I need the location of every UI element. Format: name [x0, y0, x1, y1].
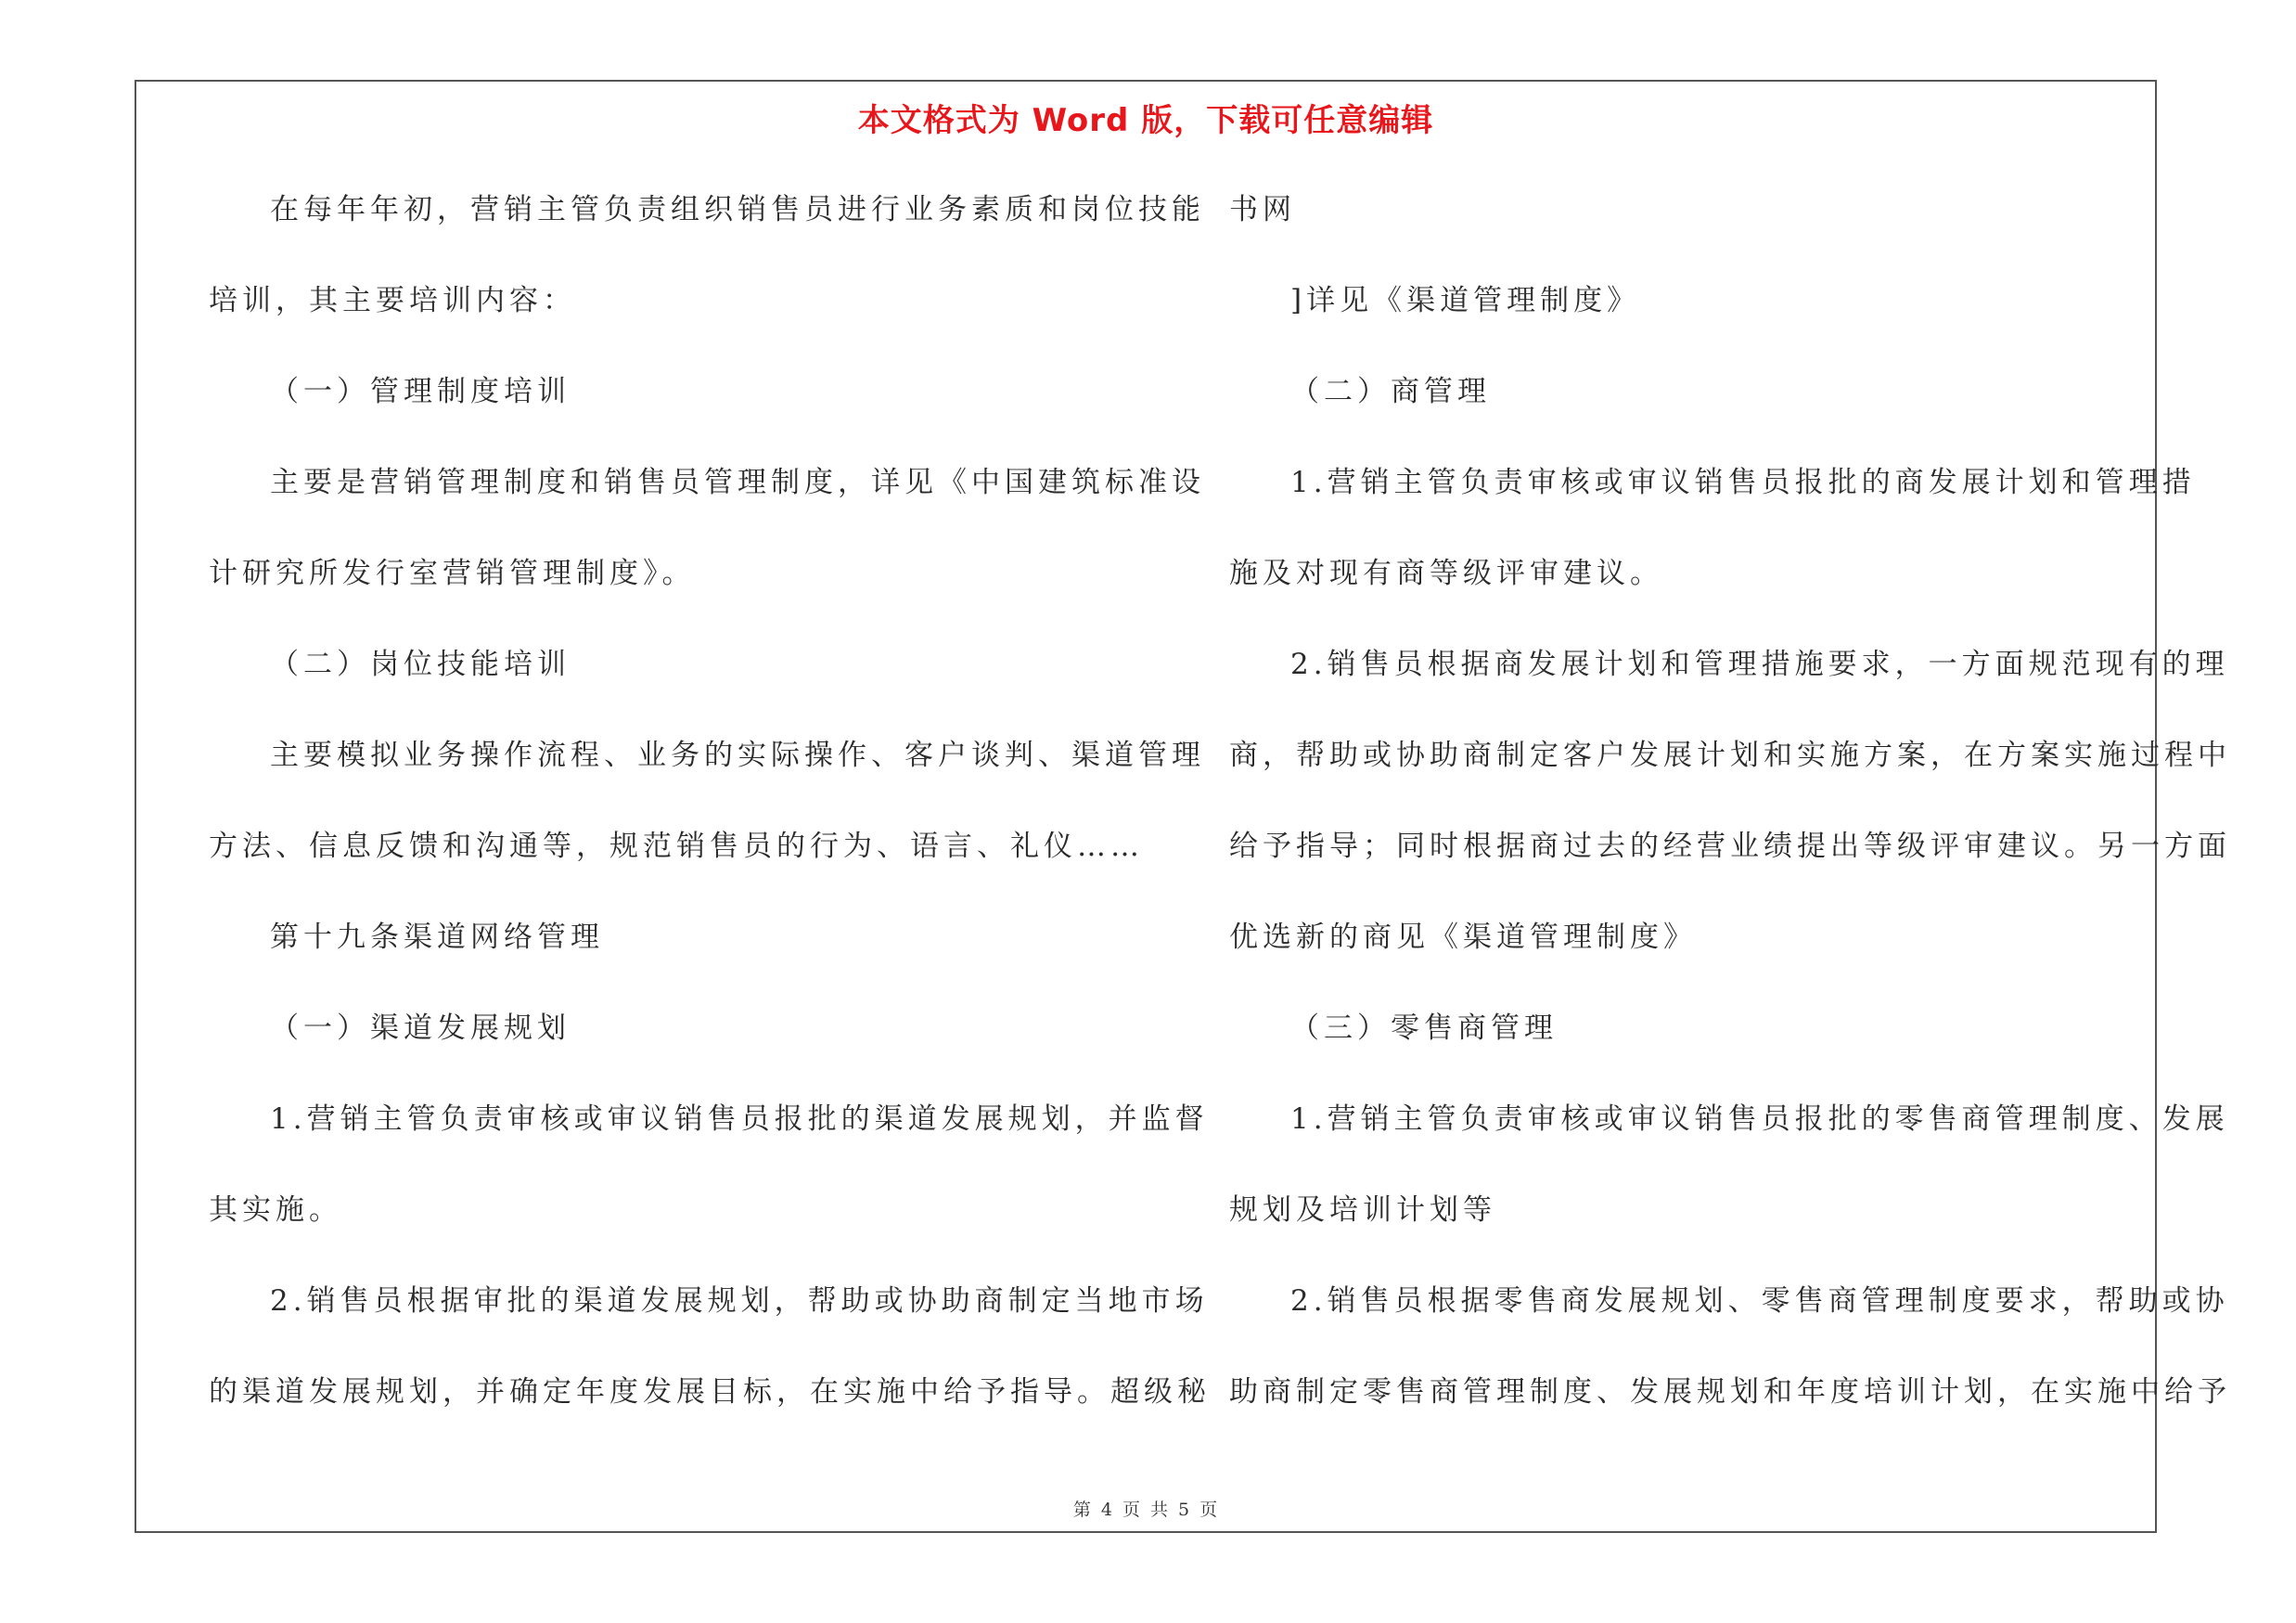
paragraph-line: 其实施。	[209, 1193, 342, 1227]
footer-total-prefix: 共	[1150, 1500, 1170, 1520]
paragraph-line: 培训，其主要培训内容：	[209, 284, 576, 317]
paragraph-line: 方法、信息反馈和沟通等，规范销售员的行为、语言、礼仪……	[209, 830, 1144, 863]
paragraph-line: ]详见《渠道管理制度》	[1290, 284, 1641, 317]
paragraph-line: （二）岗位技能培训	[270, 648, 571, 681]
paragraph-line: 商，帮助或协助商制定客户发展计划和实施方案，在方案实施过程中	[1229, 739, 2231, 772]
paragraph-line: 施及对现有商等级评审建议。	[1229, 557, 1663, 590]
total-page-number: 5	[1178, 1500, 1191, 1520]
paragraph-line: （三）零售商管理	[1290, 1011, 1558, 1045]
paragraph-line: （二）商管理	[1290, 375, 1491, 408]
paragraph-line: 优选新的商见《渠道管理制度》	[1229, 921, 1697, 954]
paragraph-line: （一）渠道发展规划	[270, 1011, 571, 1045]
page-number-footer	[136, 1496, 2155, 1521]
paragraph-line: 第十九条渠道网络管理	[270, 921, 604, 954]
page-frame	[135, 80, 2231, 1533]
paragraph-line: 助商制定零售商管理制度、发展规划和年度培训计划，在实施中给予	[1229, 1375, 2231, 1409]
paragraph-line: 主要是营销管理制度和销售员管理制度，详见《中国建筑标准设	[270, 466, 1205, 499]
footer-page-word: 页	[1122, 1500, 1141, 1520]
paragraph-line: 计研究所发行室营销管理制度》。	[209, 557, 696, 590]
word-format-banner: 本文格式为 Word 版，下载可任意编辑	[857, 102, 1434, 139]
paragraph-line: （一）管理制度培训	[270, 375, 571, 408]
paragraph-line: 1.营销主管负责审核或审议销售员报批的零售商管理制度、发展	[1290, 1102, 2229, 1136]
paragraph-line: 2.销售员根据商发展计划和管理措施要求，一方面规范现有的理	[1290, 648, 2229, 681]
paragraph-line: 在每年年初，营销主管负责组织销售员进行业务素质和岗位技能	[270, 193, 1205, 226]
paragraph-line: 的渠道发展规划，并确定年度发展目标，在实施中给予指导。超级秘	[209, 1375, 1211, 1409]
paragraph-line: 主要模拟业务操作流程、业务的实际操作、客户谈判、渠道管理	[270, 739, 1205, 772]
paragraph-line: 1.营销主管负责审核或审议销售员报批的渠道发展规划，并监督	[270, 1102, 1209, 1136]
paragraph-line: 1.营销主管负责审核或审议销售员报批的商发展计划和管理措	[1290, 466, 2196, 499]
footer-prefix: 第	[1072, 1500, 1092, 1520]
paragraph-line: 2.销售员根据零售商发展规划、零售商管理制度要求，帮助或协	[1290, 1284, 2229, 1318]
paragraph-line: 书网	[1229, 193, 1296, 226]
paragraph-line: 给予指导；同时根据商过去的经营业绩提出等级评审建议。另一方面	[1229, 830, 2231, 863]
footer-suffix: 页	[1199, 1500, 1219, 1520]
current-page-number: 4	[1100, 1500, 1113, 1520]
paragraph-line: 2.销售员根据审批的渠道发展规划，帮助或协助商制定当地市场	[270, 1284, 1209, 1318]
paragraph-line: 规划及培训计划等	[1229, 1193, 1496, 1227]
